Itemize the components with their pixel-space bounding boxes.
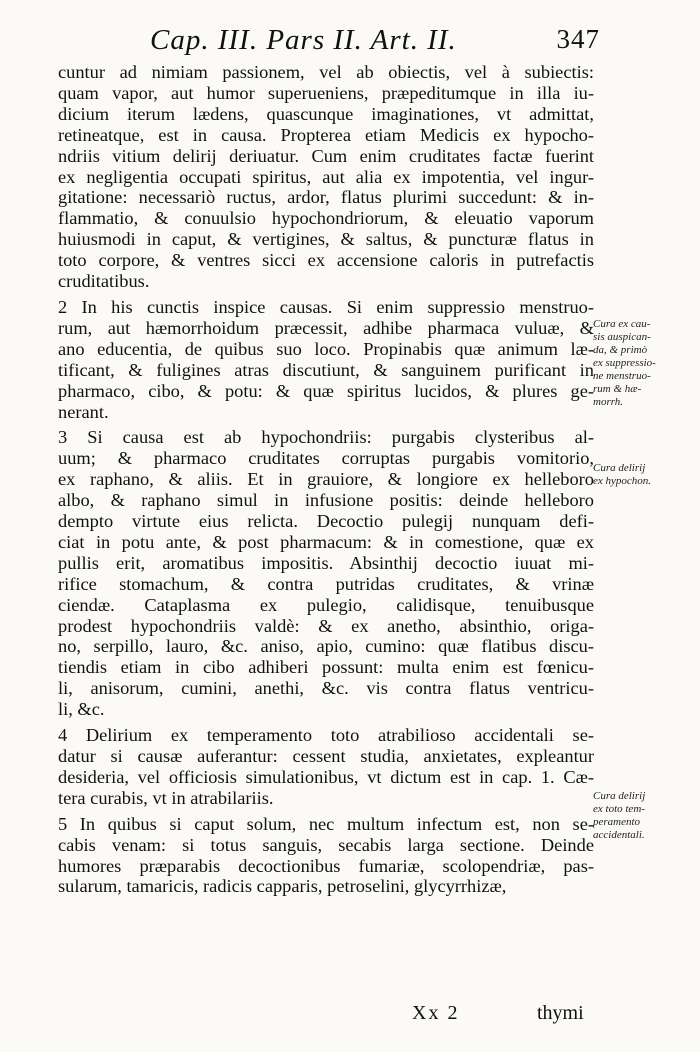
catchword: thymi: [537, 1002, 584, 1024]
text-line: retineatque, est in causa. Propterea etiam Medicis ex hypocho-: [58, 124, 594, 145]
margin-note-line: rum & hæ-: [593, 383, 642, 395]
margin-note-line: sis auspican-: [593, 331, 651, 343]
text-line: sularum, tamaricis, radicis capparis, petroselini, glycyrrhizæ,: [58, 876, 507, 897]
margin-note-line: ne menstruo-: [593, 370, 651, 382]
margin-note-line: accidentali.: [593, 829, 645, 841]
text-line: uum; & pharmaco cruditates corruptas purgabis vomitorio,: [58, 448, 594, 469]
text-line: cruditatibus.: [58, 271, 150, 292]
text-line: cuntur ad nimiam passionem, vel ab obiectis, vel à subiectis:: [58, 62, 594, 82]
signature-mark: Xx 2: [412, 1002, 460, 1024]
paragraph: [58, 427, 594, 720]
margin-note-line: Cura delirij: [593, 462, 646, 474]
margin-note-cura-ex-causis: [593, 318, 697, 409]
text-line: tificant, & fuligines atras discutiunt, & sanguinem purificant in: [58, 359, 594, 380]
margin-note-cura-ex-temperamento: [593, 790, 697, 842]
text-line: cabis venam: si totus sanguis, secabis larga sectione. Deinde: [58, 834, 594, 855]
text-line: ndriis vitium delirij deriuatur. Cum enim cruditates factæ fuerint: [58, 145, 594, 166]
margin-note-cura-ex-hypochondriis: [593, 462, 697, 488]
text-line: toto corpore, & ventres sicci ex accensione caloris in putrefactis: [58, 250, 594, 271]
running-header: [150, 24, 600, 58]
text-line: 4 Delirium ex temperamento toto atrabiliosо accidentali se-: [58, 725, 594, 746]
margin-note-line: da, & primò: [593, 344, 648, 356]
text-line: li, anisorum, cumini, anethi, &c. vis contra flatus ventricu-: [58, 678, 594, 699]
page-number: 347: [556, 24, 600, 54]
margin-note-line: ex suppressio-: [593, 357, 656, 369]
text-line: 3 Si causa est ab hypochondriis: purgabis clysteribus al-: [58, 427, 594, 448]
body-text: [58, 62, 594, 897]
text-line: quam vapor, aut humor superueniens, præpeditumque in illa iu-: [58, 82, 594, 103]
text-line: gitatione: necessariò ructus, ardor, flatus plurimi succedunt: & in-: [58, 187, 594, 208]
text-line: prodest hypochondriis valdè: & ex anetho, absinthio, origa-: [58, 615, 594, 636]
text-line: ano educentia, de quibus suo loco. Propinabis quæ animum læ-: [58, 338, 594, 359]
text-line: pharmaco, cibo, & potu: & quæ spiritus lucidos, & plures ge-: [58, 380, 594, 401]
text-line: humores præparabis decoctionibus fumariæ, scolopendriæ, pas-: [58, 855, 594, 876]
running-title: Cap. III. Pars II. Art. II.: [150, 24, 457, 56]
margin-note-line: morrh.: [593, 396, 624, 408]
text-line: datur si causæ auferantur: cessent studia, anxietates, expleantur: [58, 746, 594, 766]
text-line: ex negligentia occupati spiritus, aut alia ex impotentia, vel ingur-: [58, 166, 594, 187]
margin-note-line: ex toto tem-: [593, 803, 645, 815]
text-line: pullis erit, aromatibus impositis. Absinthij decoctio iuuat mi-: [58, 552, 594, 573]
text-line: flammatio, & conuulsio hypochondriorum, & eleuatio vaporum: [58, 208, 594, 229]
text-line: 5 In quibus si caput solum, nec multum infectum est, non se-: [58, 813, 594, 834]
text-line: rifice stomachum, & contra putridas cruditates, & vrinæ: [58, 573, 594, 594]
margin-note-line: ex hypochon.: [593, 475, 652, 487]
margin-note-line: Cura ex cau-: [593, 318, 651, 330]
text-line: no, serpillo, lauro, &c. aniso, apio, cumino: quæ flatibus discu-: [58, 636, 594, 657]
paragraph: [58, 62, 594, 292]
text-line: dicium iterum lædens, quascunque imaginationes, vt admittat,: [58, 103, 594, 124]
margin-note-line: Cura delirij: [593, 790, 646, 802]
text-line: desideria, vel officiosis simulationibus, vt dictum est in cap. 1. Cæ-: [58, 766, 594, 787]
text-line: 2 In his cunctis inspice causas. Si enim suppressio menstruo-: [58, 296, 594, 317]
text-line: albo, & raphano simul in infusione positis: deinde helleboro: [58, 490, 594, 511]
text-line: rum, aut hæmorrhoidum præcessit, adhibe pharmaca vuluæ, &: [58, 317, 594, 338]
text-line: huiusmodi in caput, & vertigines, & saltus, & puncturæ flatus in: [58, 229, 594, 250]
text-line: tera curabis, vt in atrabilariis.: [58, 787, 274, 808]
text-line: ciat in potu ante, & post pharmacum: & in comestione, quæ ex: [58, 531, 594, 552]
paragraph: [58, 297, 594, 422]
text-line: ex raphano, & aliis. Et in grauiore, & longiore ex helleboro: [58, 469, 594, 490]
text-line: nerant.: [58, 401, 109, 422]
paragraph: [58, 814, 594, 898]
text-line: tiendis etiam in cibo adhiberi possunt: multa enim est fœnicu-: [58, 657, 594, 678]
text-line: li, &c.: [58, 699, 105, 720]
paragraph: [58, 725, 594, 809]
text-line: ciendæ. Cataplasma ex pulegio, calidisque, tenuibusque: [58, 594, 594, 615]
text-line: dempto virtute eius relicta. Decoctio pulegij nunquam defi-: [58, 511, 594, 532]
margin-note-line: peramento: [593, 816, 641, 828]
